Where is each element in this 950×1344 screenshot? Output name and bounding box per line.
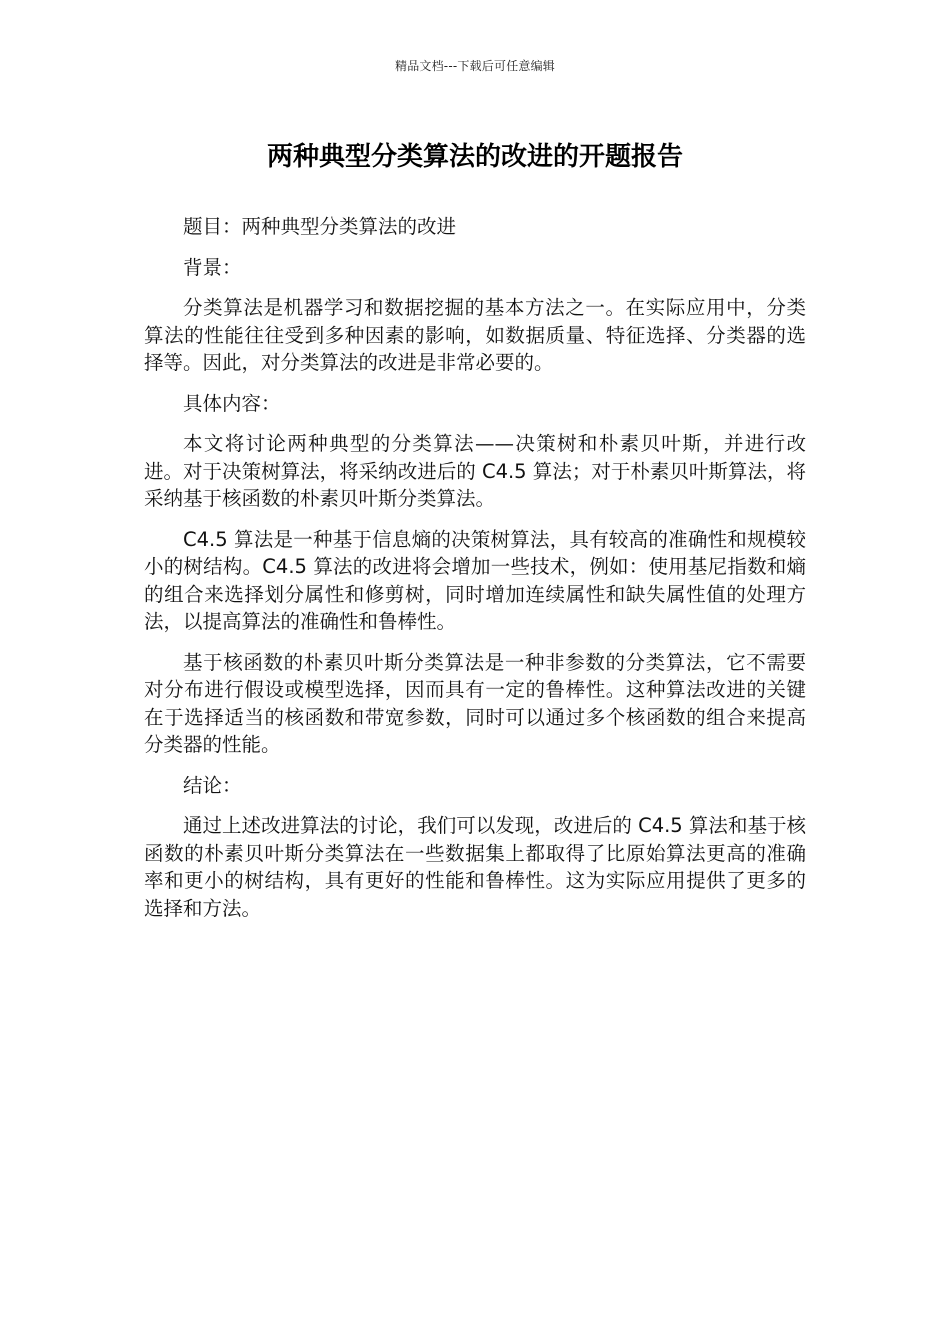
conclusion-paragraph: 通过上述改进算法的讨论，我们可以发现，改进后的 C4.5 算法和基于核函数的朴素贝叶斯分类算法在一些数据集上都取得了比原始算法更高的准确率和更小的树结构，具有更好的性能和鲁棒性。这为实际应用提供了更多的选择和方法。 bbox=[144, 814, 806, 920]
background-heading: 背景： bbox=[183, 255, 242, 279]
page-header: 精品文档---下载后可任意编辑 bbox=[395, 59, 555, 73]
document-body bbox=[144, 213, 806, 935]
content-paragraph-3: 基于核函数的朴素贝叶斯分类算法是一种非参数的分类算法，它不需要对分布进行假设或模型选择，因而具有一定的鲁棒性。这种算法改进的关键在于选择适当的核函数和带宽参数，同时可以通过多个核函数的组合来提高分类器的性能。 bbox=[144, 650, 806, 756]
content-paragraph-2: C4.5 算法是一种基于信息熵的决策树算法，具有较高的准确性和规模较小的树结构。C4.5 算法的改进将会增加一些技术，例如：使用基尼指数和熵的组合来选择划分属性和修剪树，同时增加连续属性和缺失属性值的处理方法，以提高算法的准确性和鲁棒性。 bbox=[144, 527, 806, 633]
content-heading: 具体内容： bbox=[183, 391, 281, 415]
conclusion-heading: 结论： bbox=[183, 773, 242, 797]
topic-line: 题目：两种典型分类算法的改进 bbox=[183, 215, 457, 238]
document-title: 两种典型分类算法的改进的开题报告 bbox=[266, 142, 683, 172]
background-paragraph: 分类算法是机器学习和数据挖掘的基本方法之一。在实际应用中，分类算法的性能往往受到多种因素的影响，如数据质量、特征选择、分类器的选择等。因此，对分类算法的改进是非常必要的。 bbox=[144, 296, 806, 374]
content-paragraph-1: 本文将讨论两种典型的分类算法——决策树和朴素贝叶斯，并进行改进。对于决策树算法，将采纳改进后的 C4.5 算法；对于朴素贝叶斯算法，将采纳基于核函数的朴素贝叶斯分类算法。 bbox=[144, 432, 806, 510]
